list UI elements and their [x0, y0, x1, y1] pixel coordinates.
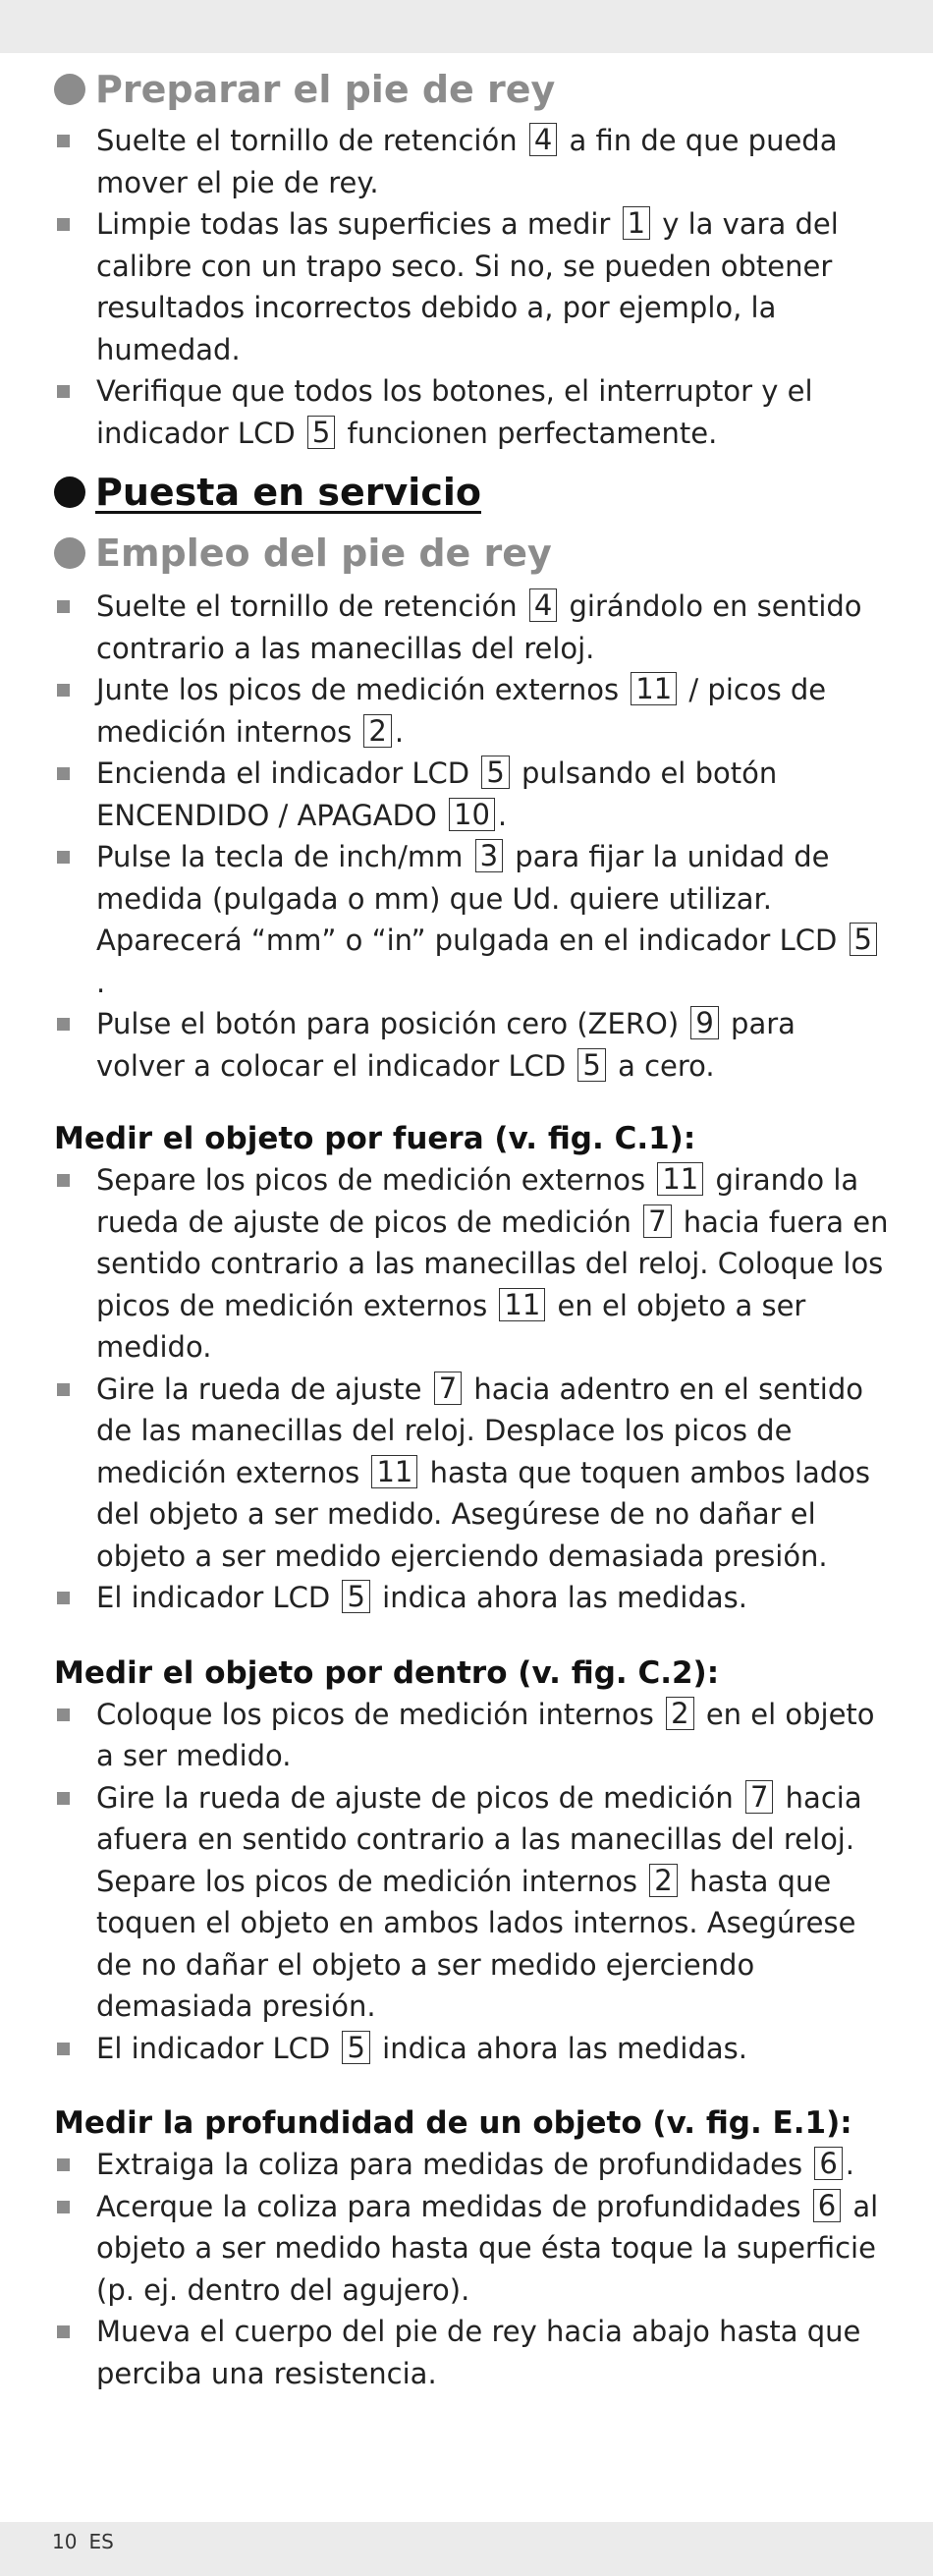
list-preparar — [54, 120, 889, 454]
list-empleo — [54, 586, 889, 1087]
bullet-circle-icon — [54, 74, 85, 105]
list-item: Gire la rueda de ajuste 7 hacia adentro en el sentido de las manecillas del reloj. Desplace los picos de medición externos 11 hasta que toquen ambos lados del objeto a ser medido. Asegúrese de no dañar el objeto a ser medido ejerciendo demasiada presión. — [54, 1369, 889, 1578]
language-code: ES — [88, 2530, 114, 2553]
ref-number: 5 — [342, 1580, 369, 1613]
ref-number: 10 — [449, 798, 495, 831]
ref-number: 6 — [814, 2147, 842, 2180]
list-medir-fuera — [54, 1159, 889, 1619]
page-content — [54, 63, 889, 2394]
ref-number: 11 — [499, 1288, 545, 1321]
bullet-circle-icon — [54, 537, 85, 569]
subheading-medir-dentro: Medir el objeto por dentro (v. fig. C.2): — [54, 1654, 720, 1691]
ref-number: 11 — [657, 1162, 703, 1196]
ref-number: 11 — [371, 1455, 417, 1488]
ref-number: 7 — [434, 1372, 462, 1405]
ref-number: 4 — [529, 123, 557, 156]
ref-number: 4 — [529, 588, 557, 622]
list-medir-dentro — [54, 1694, 889, 2070]
list-item: Encienda el indicador LCD 5 pulsando el botón ENCENDIDO / APAGADO 10 . — [54, 753, 889, 836]
list-item: Verifique que todos los botones, el interruptor y el indicador LCD 5 funcionen perfectamente. — [54, 370, 889, 454]
list-item: El indicador LCD 5 indica ahora las medidas. — [54, 1577, 889, 1619]
list-item: Acerque la coliza para medidas de profundidades 6 al objeto a ser medido hasta que ésta toque la superficie (p. ej. dentro del agujero). — [54, 2186, 889, 2312]
ref-number: 1 — [623, 206, 650, 240]
footer-band — [0, 2522, 933, 2576]
list-item: Limpie todas las superficies a medir 1 y la vara del calibre con un trapo seco. Si no, se pueden obtener resultados incorrectos debido a, por ejemplo, la humedad. — [54, 203, 889, 370]
ref-number: 2 — [649, 1864, 677, 1897]
ref-number: 6 — [813, 2189, 841, 2222]
list-item: Extraiga la coliza para medidas de profundidades 6 . — [54, 2144, 889, 2186]
ref-number: 5 — [342, 2031, 369, 2064]
list-item: Suelte el tornillo de retención 4 a fin de que pueda mover el pie de rey. — [54, 120, 889, 203]
list-item: El indicador LCD 5 indica ahora las medidas. — [54, 2028, 889, 2070]
heading-preparar: Preparar el pie de rey — [54, 63, 889, 116]
list-item: Separe los picos de medición externos 11 girando la rueda de ajuste de picos de medición 7 hacia fuera en sentido contrario a las manecillas del reloj. Coloque los picos de medición externos 11 en el objeto a ser medido. — [54, 1159, 889, 1369]
list-item: Junte los picos de medición externos 11 / picos de medición internos 2 . — [54, 669, 889, 753]
subheading-medir-profundidad: Medir la profundidad de un objeto (v. fig. E.1): — [54, 2105, 852, 2141]
page-footer — [52, 2527, 126, 2556]
list-item: Pulse la tecla de inch/mm 3 para fijar la unidad de medida (pulgada o mm) que Ud. quiere utilizar. Aparecerá “mm” o “in” pulgada en el indicador LCD 5. — [54, 836, 889, 1003]
ref-number: 9 — [690, 1006, 718, 1039]
ref-number: 7 — [643, 1204, 671, 1238]
ref-number: 3 — [475, 839, 503, 872]
ref-number: 11 — [631, 672, 677, 705]
ref-number: 5 — [850, 923, 877, 956]
list-item: Suelte el tornillo de retención 4 girándolo en sentido contrario a las manecillas del reloj. — [54, 586, 889, 669]
heading-puesta-en-servicio: Puesta en servicio — [54, 466, 889, 519]
ref-number: 5 — [577, 1048, 605, 1082]
ref-number: 2 — [666, 1697, 693, 1730]
ref-number: 7 — [745, 1780, 773, 1814]
heading-empleo: Empleo del pie de rey — [54, 527, 889, 580]
list-item: Coloque los picos de medición internos 2 en el objeto a ser medido. — [54, 1694, 889, 1777]
ref-number: 5 — [307, 416, 335, 449]
list-item: Gire la rueda de ajuste de picos de medición 7 hacia afuera en sentido contrario a las manecillas del reloj. Separe los picos de medición internos 2 hasta que toquen el objeto en ambos lados internos. Asegúrese de no dañar el objeto a ser medido ejerciendo demasiada presión. — [54, 1777, 889, 2028]
subheading-medir-fuera: Medir el objeto por fuera (v. fig. C.1): — [54, 1121, 696, 1156]
list-item: Pulse el botón para posición cero (ZERO) 9 para volver a colocar el indicador LCD 5 a cero. — [54, 1003, 889, 1087]
top-band — [0, 0, 933, 53]
list-item: Mueva el cuerpo del pie de rey hacia abajo hasta que perciba una resistencia. — [54, 2311, 889, 2394]
bullet-circle-icon — [54, 476, 85, 508]
ref-number: 5 — [481, 756, 509, 789]
list-medir-profundidad — [54, 2144, 889, 2394]
ref-number: 2 — [363, 714, 391, 748]
page-number: 10 — [52, 2530, 78, 2553]
